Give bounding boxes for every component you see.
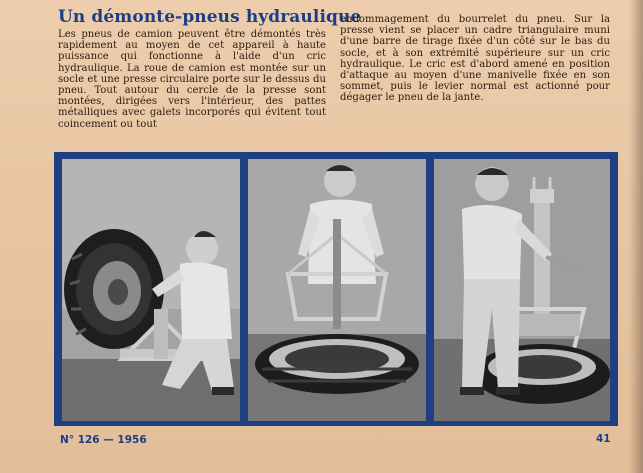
- article-text-right-column: endommagement du bourrelet du pneu. Sur la presse vient se placer un cadre triangulaire muni d'une barre de tirage fixée d'un côté sur le bas du socle, et à son extrémité supérieure sur un cric hydraulique. Le cric est d'abord amené en position d'attaque au moyen d'une manivelle fixée en son sommet, puis le levier normal est actionné pour dégager le pneu de la jante.: [340, 14, 610, 104]
- photo-strip-frame: [54, 152, 618, 426]
- photo-press-frame-on-tire: [248, 159, 426, 421]
- page-edge-shadow: [629, 0, 643, 473]
- issue-number: N° 126 — 1956: [60, 434, 147, 446]
- photo-worker-operating-jack: [434, 159, 610, 421]
- photo-worker-mounting-wheel: [62, 159, 240, 421]
- article-title: Un démonte-pneus hydraulique: [58, 7, 362, 27]
- article-text-left-column: Les pneus de camion peuvent être démontés très rapidement au moyen de cet appareil à haute puissance qui fonctionne à l'aide d'un cric hydraulique. La roue de camion est montée sur un socle et une presse circulaire porte sur le dessus du pneu. Tout autour du cercle de la presse sont montées, dirigées vers l'intérieur, des pattes métalliques avec galets incorporés qui évitent tout coincement ou tout: [58, 29, 326, 130]
- page-number: 41: [596, 433, 611, 445]
